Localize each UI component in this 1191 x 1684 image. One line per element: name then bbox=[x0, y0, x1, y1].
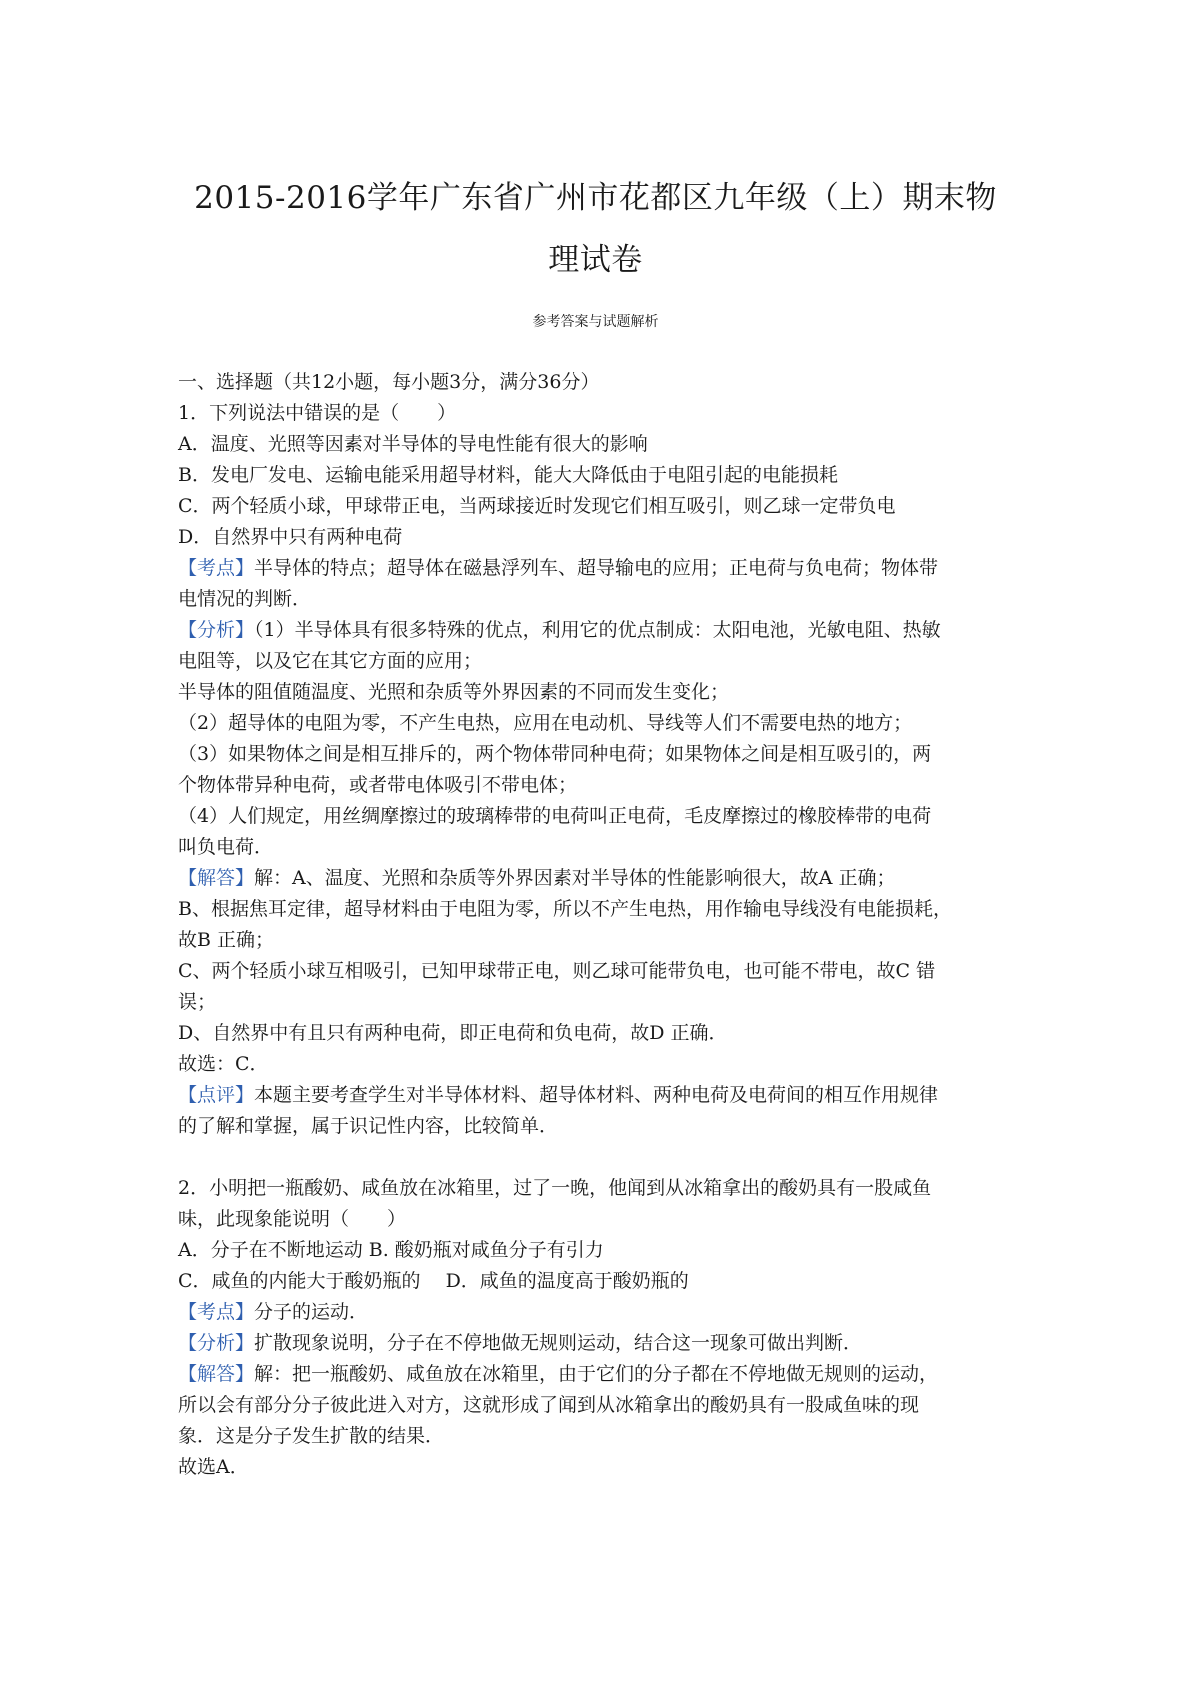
q1-jieda-text-3: 故B 正确； bbox=[178, 929, 275, 951]
q2-answer: 故选A． bbox=[178, 1456, 249, 1478]
q2-jieda-line bbox=[178, 1362, 938, 1386]
q2-fenxi-text: 扩散现象说明，分子在不停地做无规则运动，结合这一现象可做出判断． bbox=[254, 1332, 863, 1354]
q1-jieda-text-4: C、两个轻质小球互相吸引，已知甲球带正电，则乙球可能带负电，也可能不带电，故C 错 bbox=[178, 960, 936, 982]
q1-fenxi-text-5: （3）如果物体之间是相互排斥的，两个物体带同种电荷；如果物体之间是相互吸引的，两 bbox=[178, 743, 932, 765]
kaodian-tag: 【考点】 bbox=[178, 557, 255, 579]
q1-jieda-line bbox=[178, 866, 896, 890]
q2-stem: 2．小明把一瓶酸奶、咸鱼放在冰箱里，过了一晚，他闻到从冰箱拿出的酸奶具有一股咸鱼 bbox=[178, 1177, 932, 1199]
document-title-line1: 2015-2016学年广东省广州市花都区九年级（上）期末物 bbox=[194, 180, 997, 216]
q1-jieda-text-2: B、根据焦耳定律，超导材料由于电阻为零，所以不产生电热，用作输电导线没有电能损耗， bbox=[178, 898, 952, 920]
q1-fenxi-text-6: 个物体带异种电荷，或者带电体吸引不带电体； bbox=[178, 774, 578, 796]
document-subtitle: 参考答案与试题解析 bbox=[532, 314, 659, 330]
q2-options-ab: A．分子在不断地运动 B. 酸奶瓶对咸鱼分子有引力 bbox=[178, 1239, 604, 1261]
q1-kaodian-text: 半导体的特点；超导体在磁悬浮列车、超导输电的应用；正电荷与负电荷；物体带 bbox=[254, 557, 939, 579]
q2-fenxi-line bbox=[178, 1331, 862, 1355]
q2-jieda-text: 解：把一瓶酸奶、咸鱼放在冰箱里，由于它们的分子都在不停地做无规则的运动， bbox=[254, 1363, 939, 1385]
q2-kaodian-text: 分子的运动． bbox=[254, 1301, 369, 1323]
q1-option-c: C．两个轻质小球，甲球带正电，当两球接近时发现它们相互吸引，则乙球一定带负电 bbox=[178, 495, 896, 517]
q1-stem: 1．下列说法中错误的是（ ） bbox=[178, 402, 457, 424]
q1-fenxi-text-7: （4）人们规定，用丝绸摩擦过的玻璃棒带的电荷叫正电荷，毛皮摩擦过的橡胶棒带的电荷 bbox=[178, 805, 932, 827]
fenxi-tag: 【分析】 bbox=[178, 1332, 255, 1354]
kaodian-tag: 【考点】 bbox=[178, 1301, 255, 1323]
q1-dianping-text: 本题主要考查学生对半导体材料、超导体材料、两种电荷及电荷间的相互作用规律 bbox=[254, 1084, 939, 1106]
q1-jieda-text-5: 误； bbox=[178, 991, 217, 1013]
jieda-tag: 【解答】 bbox=[178, 1363, 255, 1385]
dianping-tag: 【点评】 bbox=[178, 1084, 255, 1106]
q1-fenxi-text-8: 叫负电荷． bbox=[178, 836, 274, 858]
q1-kaodian-line bbox=[178, 556, 938, 580]
q1-option-b: B．发电厂发电、运输电能采用超导材料，能大大降低由于电阻引起的电能损耗 bbox=[178, 464, 838, 486]
q2-jieda-text-3: 象．这是分子发生扩散的结果． bbox=[178, 1425, 445, 1447]
q1-option-d: D．自然界中只有两种电荷 bbox=[178, 526, 403, 548]
q1-fenxi-line bbox=[178, 618, 941, 642]
q1-option-a: A．温度、光照等因素对半导体的导电性能有很大的影响 bbox=[178, 433, 648, 455]
jieda-tag: 【解答】 bbox=[178, 867, 255, 889]
q1-dianping-line bbox=[178, 1083, 938, 1107]
q1-jieda-text-6: D、自然界中有且只有两种电荷，即正电荷和负电荷，故D 正确． bbox=[178, 1022, 728, 1044]
q1-answer: 故选：C． bbox=[178, 1053, 269, 1075]
q1-jieda-text: 解：A、温度、光照和杂质等外界因素对半导体的性能影响很大，故A 正确； bbox=[254, 867, 896, 889]
q1-kaodian-text-2: 电情况的判断． bbox=[178, 588, 312, 610]
q1-dianping-text-2: 的了解和掌握，属于识记性内容，比较简单． bbox=[178, 1115, 559, 1137]
q2-options-cd: C．咸鱼的内能大于酸奶瓶的 D．咸鱼的温度高于酸奶瓶的 bbox=[178, 1270, 689, 1292]
fenxi-tag: 【分析】 bbox=[178, 619, 255, 641]
q2-jieda-text-2: 所以会有部分分子彼此进入对方，这就形成了闻到从冰箱拿出的酸奶具有一股咸鱼味的现 bbox=[178, 1394, 920, 1416]
q2-stem-2: 味，此现象能说明（ ） bbox=[178, 1208, 407, 1230]
q1-fenxi-text: （1）半导体具有很多特殊的优点，利用它的优点制成：太阳电池，光敏电阻、热敏 bbox=[254, 619, 941, 641]
document-title-line2: 理试卷 bbox=[548, 242, 643, 278]
q1-fenxi-text-3: 半导体的阻值随温度、光照和杂质等外界因素的不同而发生变化； bbox=[178, 681, 730, 703]
q1-fenxi-text-4: （2）超导体的电阻为零，不产生电热，应用在电动机、导线等人们不需要电热的地方； bbox=[178, 712, 913, 734]
q2-kaodian-line bbox=[178, 1300, 368, 1324]
section-heading: 一、选择题（共12小题，每小题3分，满分36分） bbox=[178, 371, 600, 393]
q1-fenxi-text-2: 电阻等，以及它在其它方面的应用； bbox=[178, 650, 483, 672]
